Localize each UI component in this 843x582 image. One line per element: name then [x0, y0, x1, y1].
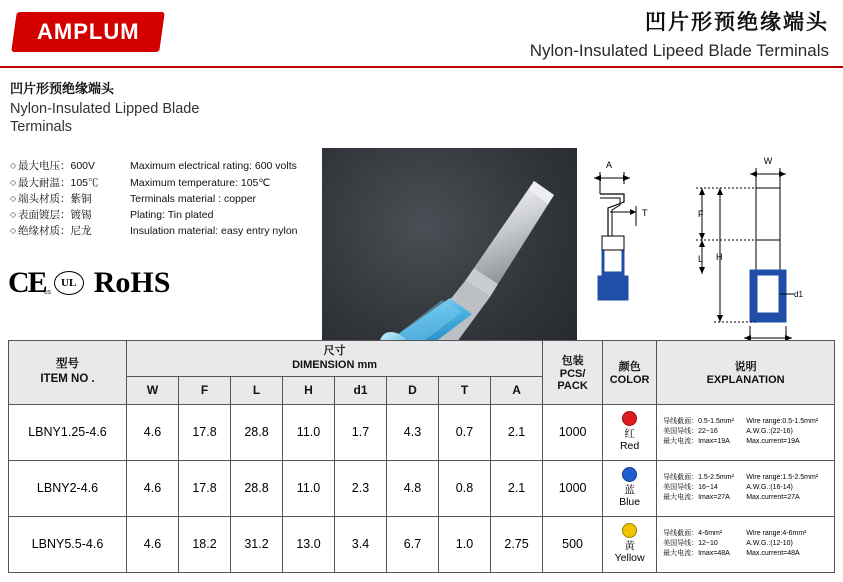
spec-label-en: Plating: Tin plated [130, 209, 214, 222]
color-name-en: Red [619, 440, 640, 453]
ce-icon: CE [8, 266, 46, 299]
th-explanation-cn: 说明 [734, 361, 757, 374]
bullet-icon: ◇ [10, 226, 17, 236]
spec-label-cn: 表面镀层：镀锡 [18, 209, 92, 222]
th-dimension-cn: 尺寸 [323, 345, 346, 357]
cell-f: 17.8 [179, 460, 231, 516]
cell-w: 4.6 [127, 404, 179, 460]
cell-w: 4.6 [127, 516, 179, 572]
table-row [9, 516, 835, 572]
spec-item [10, 191, 320, 207]
expl-cn-1: 导线截面：1.5-2.5mm² [663, 473, 734, 481]
cell-d1: 1.7 [335, 404, 387, 460]
expl-en-2: A.W.G.:(12-10) [746, 540, 793, 548]
product-photo [322, 148, 577, 368]
expl-en-3: Max.current=48A [746, 550, 800, 558]
th-pack-en2: PACK [557, 380, 588, 393]
product-title-en [10, 100, 320, 136]
ul-icon: UL [54, 271, 84, 295]
th-color-cn: 颜色 [618, 361, 641, 374]
th-explanation [657, 341, 835, 405]
cell-d1: 2.3 [335, 460, 387, 516]
cell-h: 13.0 [283, 516, 335, 572]
th-dim-l: L [231, 376, 283, 404]
spec-item [10, 207, 320, 223]
color-swatch-icon [622, 523, 637, 538]
expl-cn-3: 最大电流：Imax=19A [663, 438, 730, 446]
th-dim-f: F [179, 376, 231, 404]
spec-item [10, 175, 320, 191]
cell-d: 4.8 [387, 460, 439, 516]
th-pack [543, 341, 603, 405]
table-row [9, 460, 835, 516]
expl-cn-3: 最大电流：Imax=48A [663, 550, 730, 558]
specification-table-wrap [8, 340, 835, 573]
cell-item-no: LBNY5.5-4.6 [9, 516, 127, 572]
product-title-en-line1: Nylon-Insulated Lipped Blade [10, 101, 200, 117]
header-title-cn: 凹片形预绝缘端头 [645, 11, 829, 34]
color-name-en: Yellow [614, 552, 645, 565]
cell-a: 2.1 [491, 460, 543, 516]
spec-label-cn: 最大电压：600V [18, 160, 96, 173]
spec-label-cn: 端头材质：紫铜 [18, 192, 92, 205]
th-pack-cn: 包装 [561, 355, 584, 368]
cell-explanation [657, 460, 835, 516]
expl-cn-2: 美国导线：12~10 [663, 540, 718, 548]
cell-pack: 500 [543, 516, 603, 572]
color-name-en: Blue [619, 496, 641, 509]
th-dim-d: D [387, 376, 439, 404]
th-item-no-cn: 型号 [56, 357, 79, 370]
expl-en-3: Max.current=27A [746, 494, 800, 502]
brand-logo [11, 12, 165, 52]
dimension-diagram [580, 150, 835, 365]
cell-explanation [657, 516, 835, 572]
th-dim-w: W [127, 376, 179, 404]
cell-color [603, 404, 657, 460]
cell-item-no: LBNY2-4.6 [9, 460, 127, 516]
expl-en-2: A.W.G.:(16-14) [746, 484, 793, 492]
header-title-en: Nylon-Insulated Lipeed Blade Terminals [529, 41, 829, 60]
cell-a: 2.75 [491, 516, 543, 572]
spec-label-en: Insulation material: easy entry nylon [130, 225, 298, 238]
cell-h: 11.0 [283, 404, 335, 460]
specs-block [10, 78, 320, 240]
cell-pack: 1000 [543, 460, 603, 516]
color-name-cn: 红 [624, 428, 635, 441]
expl-en-3: Max.current=19A [746, 438, 800, 446]
expl-en-2: A.W.G.:(22-16) [746, 428, 793, 436]
cell-a: 2.1 [491, 404, 543, 460]
cell-explanation [657, 404, 835, 460]
product-title-en-line2: Terminals [10, 119, 73, 136]
cell-d: 4.3 [387, 404, 439, 460]
th-color-en: COLOR [609, 374, 650, 387]
label-a: A [605, 160, 613, 170]
label-h: H [716, 252, 723, 262]
color-name-cn: 蓝 [624, 484, 635, 497]
technical-drawings [580, 150, 835, 365]
cell-color [603, 516, 657, 572]
specification-table [8, 340, 835, 573]
spec-label-en: Maximum electrical rating: 600 volts [130, 160, 297, 173]
cell-d1: 3.4 [335, 516, 387, 572]
label-l: L [698, 254, 704, 264]
th-dim-t: T [439, 376, 491, 404]
bullet-icon: ◇ [10, 193, 17, 203]
ul-sub-label: US [44, 290, 51, 296]
expl-cn-1: 导线截面：0.5-1.5mm² [663, 417, 734, 425]
color-swatch-icon [622, 411, 637, 426]
expl-cn-1: 导线截面：4-6mm² [663, 529, 723, 537]
cell-d: 6.7 [387, 516, 439, 572]
th-dimension [127, 341, 543, 377]
cell-color [603, 460, 657, 516]
label-t: T [642, 208, 648, 218]
spec-label-cn: 最大耐温：105℃ [18, 176, 99, 189]
expl-en-1: Wire range:0.5-1.5mm² [746, 417, 819, 425]
spec-item [10, 223, 320, 239]
bullet-icon: ◇ [10, 161, 17, 171]
certification-marks [8, 266, 170, 300]
th-item-no-en: ITEM NO . [40, 373, 95, 386]
table-row [9, 404, 835, 460]
cell-pack: 1000 [543, 404, 603, 460]
th-pack-en1: PCS/ [559, 368, 586, 381]
product-photo-illustration [322, 148, 577, 368]
cell-f: 18.2 [179, 516, 231, 572]
cell-l: 28.8 [231, 404, 283, 460]
expl-cn-2: 美国导线：22~16 [663, 428, 718, 436]
label-d1: d1 [794, 290, 803, 299]
expl-en-1: Wire range:4-6mm² [746, 529, 807, 537]
spec-item [10, 158, 320, 174]
th-dim-a: A [491, 376, 543, 404]
spec-label-en: Terminals material : copper [130, 192, 257, 205]
brand-logo-text: AMPLUM [36, 19, 140, 44]
cell-w: 4.6 [127, 460, 179, 516]
bullet-icon: ◇ [10, 210, 17, 220]
header-titles [530, 6, 829, 61]
cell-t: 1.0 [439, 516, 491, 572]
product-overview [0, 68, 843, 338]
label-w: W [763, 156, 773, 166]
rohs-icon: RoHS [93, 266, 171, 299]
table-header-row-1 [9, 341, 835, 377]
cell-l: 28.8 [231, 460, 283, 516]
expl-cn-2: 美国导线：16~14 [663, 484, 718, 492]
spec-label-cn: 绝缘材质：尼龙 [18, 225, 92, 238]
cell-t: 0.8 [439, 460, 491, 516]
th-dim-d1: d1 [335, 376, 387, 404]
bullet-icon: ◇ [10, 177, 17, 187]
cell-l: 31.2 [231, 516, 283, 572]
cell-t: 0.7 [439, 404, 491, 460]
page-header [0, 0, 843, 68]
th-explanation-en: EXPLANATION [706, 374, 785, 387]
label-f: F [698, 209, 704, 219]
th-item-no [9, 341, 127, 405]
th-dimension-en: DIMENSION mm [292, 359, 378, 372]
expl-cn-3: 最大电流：Imax=27A [663, 494, 730, 502]
product-title-cn: 凹片形预绝缘端头 [10, 81, 115, 96]
expl-en-1: Wire range:1.5-2.5mm² [746, 473, 819, 481]
color-name-cn: 黄 [624, 540, 635, 553]
th-color [603, 341, 657, 405]
th-dim-h: H [283, 376, 335, 404]
spec-label-en: Maximum temperature: 105℃ [130, 176, 271, 189]
color-swatch-icon [622, 467, 637, 482]
cell-f: 17.8 [179, 404, 231, 460]
spec-list [10, 158, 320, 239]
cell-h: 11.0 [283, 460, 335, 516]
cell-item-no: LBNY1.25-4.6 [9, 404, 127, 460]
